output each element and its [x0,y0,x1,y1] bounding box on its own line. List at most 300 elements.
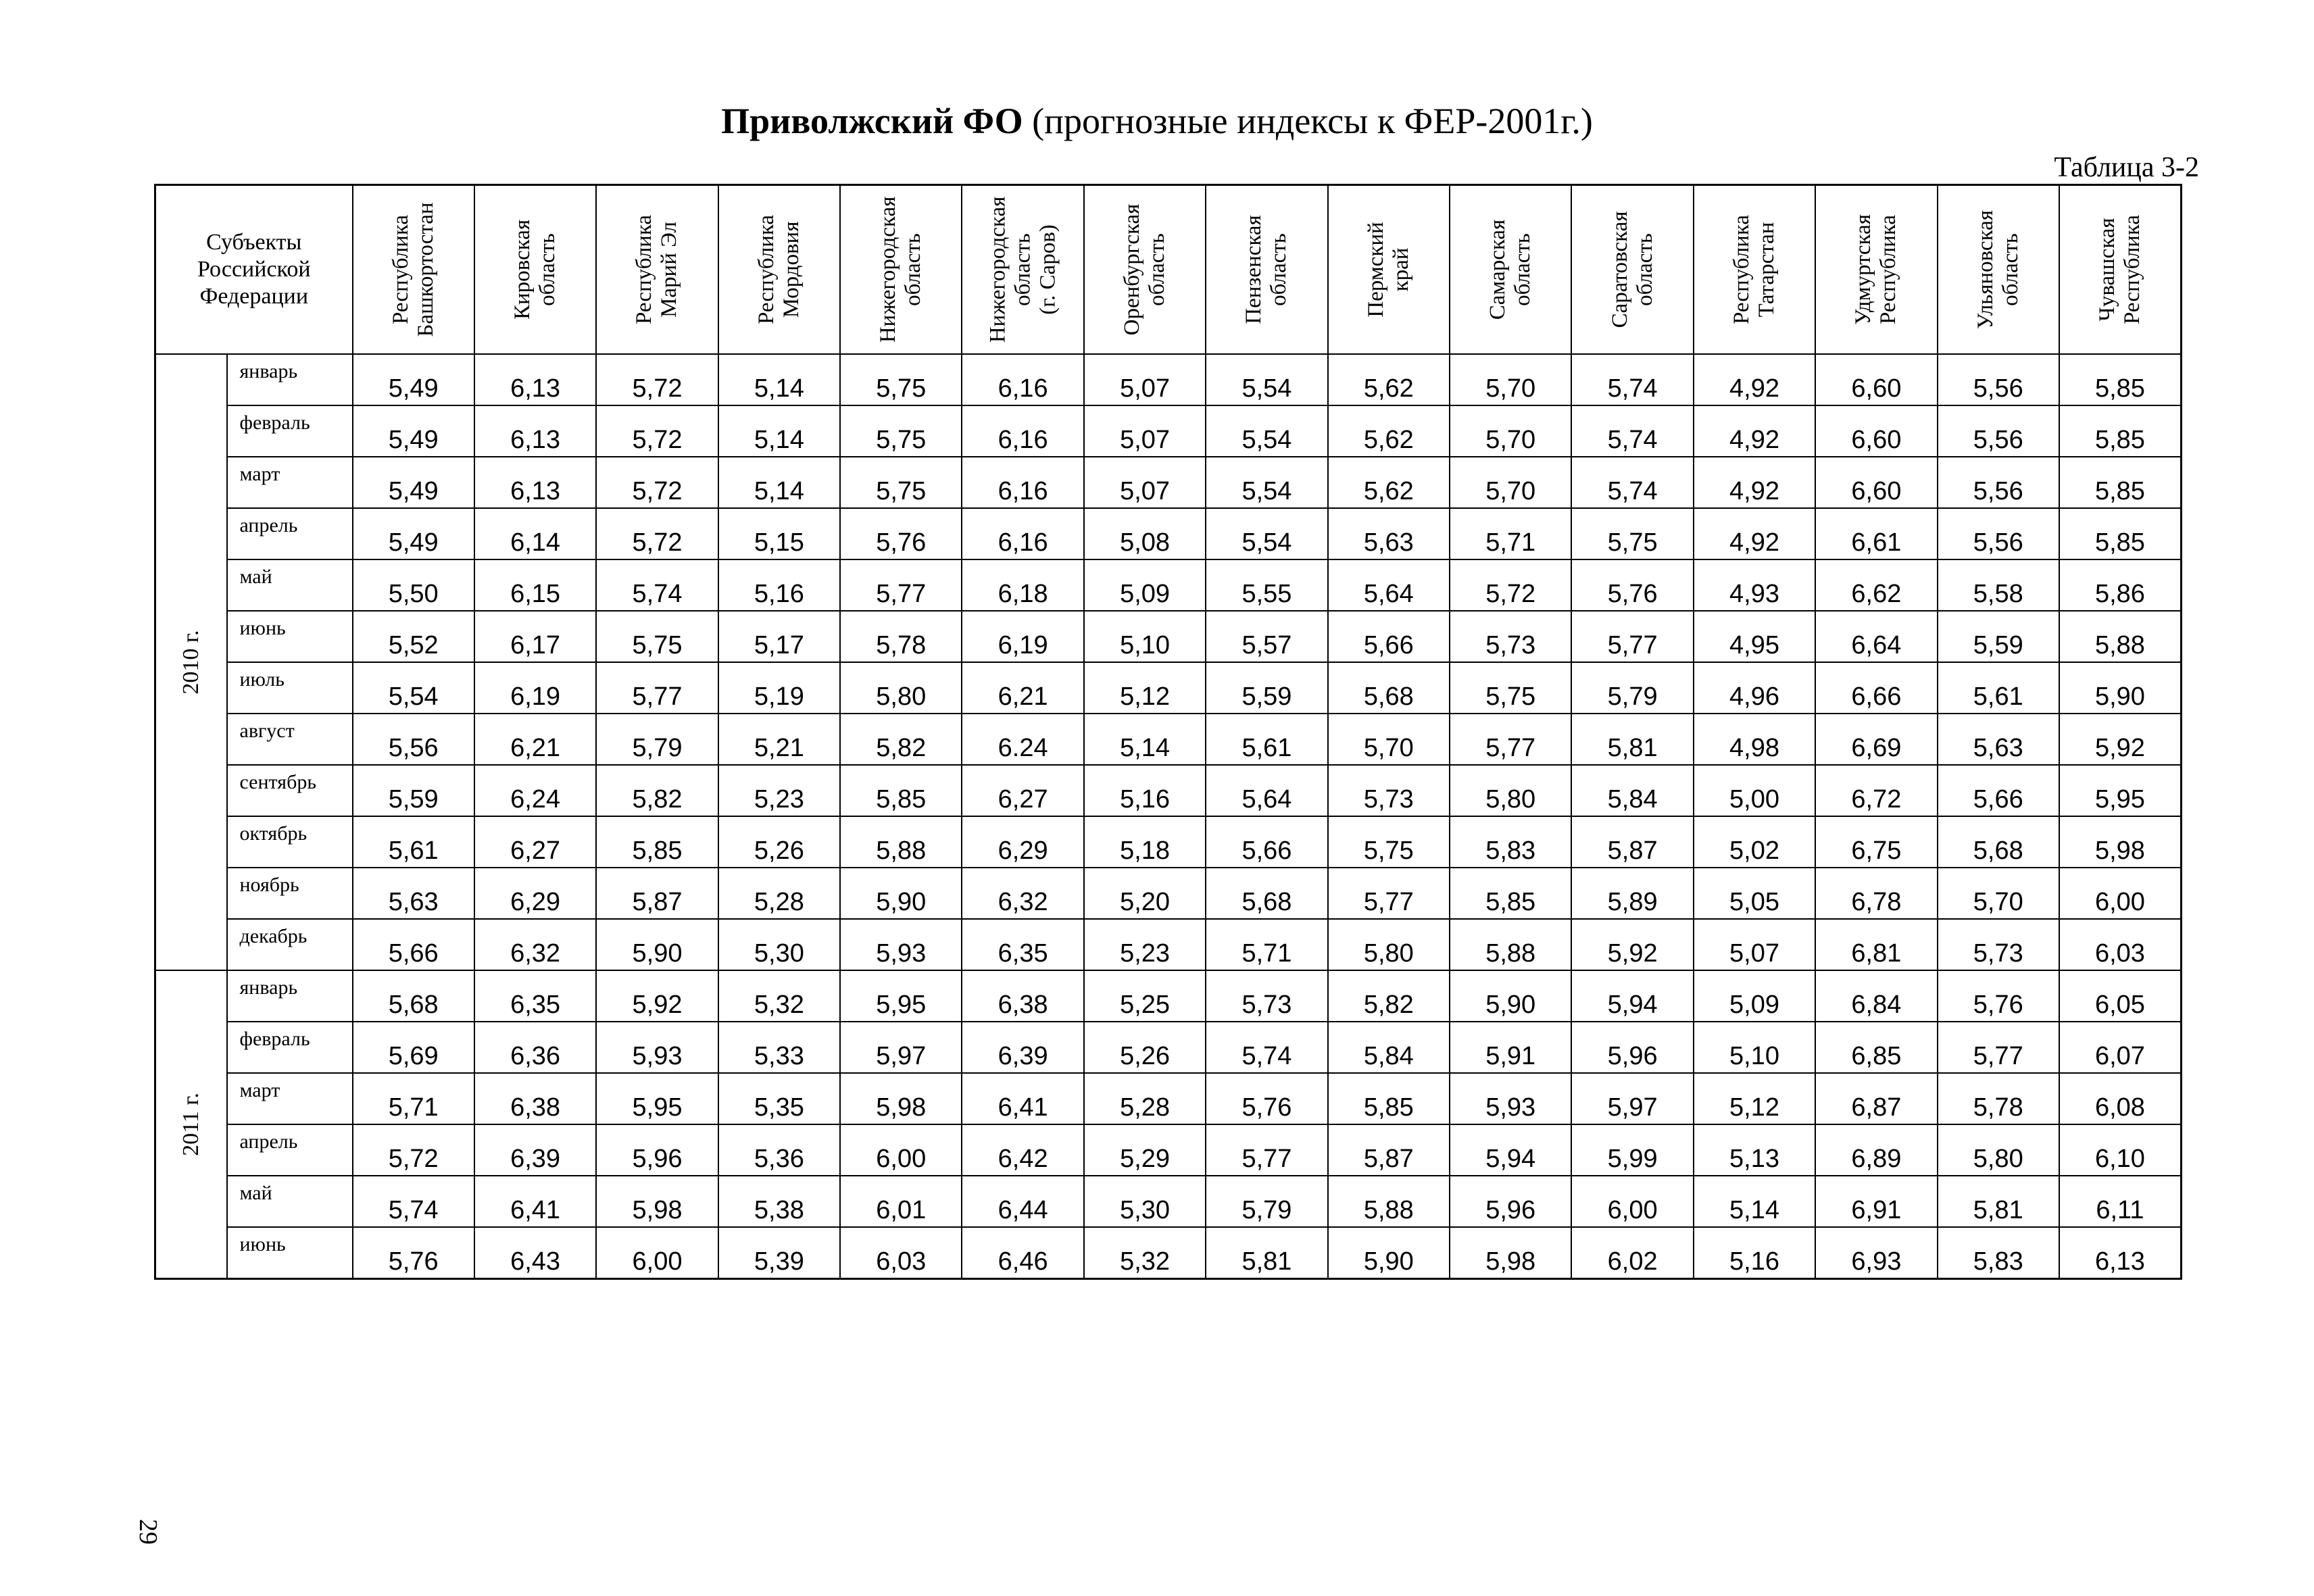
value-cell: 5,85 [596,816,718,868]
value-cell: 5,82 [1328,970,1450,1022]
value-cell: 5,73 [1328,765,1450,816]
value-cell: 5,77 [840,559,962,611]
column-header-label: Саратовская область [1607,211,1657,328]
value-cell: 5,84 [1328,1022,1450,1073]
value-cell: 6,13 [2059,1227,2181,1279]
value-cell: 6,13 [474,405,596,457]
column-header [1815,185,1937,354]
table-number: Таблица 3-2 [2054,152,2199,183]
month-cell: июнь [227,611,353,662]
value-cell: 6,35 [962,919,1083,970]
value-cell: 6,03 [2059,919,2181,970]
value-cell: 6,29 [474,868,596,919]
value-cell: 5,16 [718,559,840,611]
value-cell: 5,54 [1206,508,1327,559]
value-cell: 5,07 [1084,457,1206,508]
table-row [155,457,2182,508]
value-cell: 5,81 [1571,714,1693,765]
value-cell: 6,64 [1815,611,1937,662]
value-cell: 5,85 [2059,354,2181,405]
value-cell: 5,71 [1450,508,1571,559]
value-cell: 5,75 [596,611,718,662]
value-cell: 5,54 [1206,457,1327,508]
value-cell: 5,18 [1084,816,1206,868]
month-cell: январь [227,354,353,405]
value-cell: 5,32 [718,970,840,1022]
value-cell: 5,96 [1450,1176,1571,1227]
value-cell: 6,21 [474,714,596,765]
value-cell: 5,23 [1084,919,1206,970]
value-cell: 6,08 [2059,1073,2181,1124]
month-cell: ноябрь [227,868,353,919]
value-cell: 5,80 [1450,765,1571,816]
value-cell: 4,92 [1694,354,1815,405]
value-cell: 5,56 [1938,508,2059,559]
value-cell: 6,39 [962,1022,1083,1073]
value-cell: 4,92 [1694,457,1815,508]
value-cell: 5,56 [1938,354,2059,405]
value-cell: 5,14 [718,405,840,457]
value-cell: 6,10 [2059,1124,2181,1176]
value-cell: 5,77 [1938,1022,2059,1073]
value-cell: 5,74 [353,1176,474,1227]
value-cell: 5,33 [718,1022,840,1073]
table-row [155,559,2182,611]
value-cell: 6,75 [1815,816,1937,868]
value-cell: 5,95 [2059,765,2181,816]
value-cell: 5,98 [596,1176,718,1227]
table-row [155,970,2182,1022]
value-cell: 5,96 [596,1124,718,1176]
value-cell: 5,56 [353,714,474,765]
value-cell: 5,26 [1084,1022,1206,1073]
value-cell: 5,16 [1694,1227,1815,1279]
value-cell: 5,54 [1206,405,1327,457]
value-cell: 5,85 [2059,508,2181,559]
table-row [155,1176,2182,1227]
value-cell: 5,75 [840,354,962,405]
value-cell: 5,89 [1571,868,1693,919]
table-row [155,1227,2182,1279]
value-cell: 5,82 [596,765,718,816]
value-cell: 6,38 [962,970,1083,1022]
column-header [1328,185,1450,354]
value-cell: 5,79 [596,714,718,765]
value-cell: 5,70 [1938,868,2059,919]
value-cell: 5,76 [840,508,962,559]
column-header [596,185,718,354]
value-cell: 5,59 [353,765,474,816]
value-cell: 6,00 [840,1124,962,1176]
column-header-label: Удмуртская Республика [1851,214,1901,325]
column-header-label: Пензенская область [1241,215,1291,324]
value-cell: 5,56 [1938,405,2059,457]
value-cell: 5,92 [2059,714,2181,765]
value-cell: 5,23 [718,765,840,816]
value-cell: 5,63 [1938,714,2059,765]
value-cell: 5,52 [353,611,474,662]
table-row [155,1124,2182,1176]
value-cell: 5,09 [1694,970,1815,1022]
value-cell: 5,68 [1206,868,1327,919]
value-cell: 5,66 [1938,765,2059,816]
value-cell: 6,16 [962,508,1083,559]
value-cell: 6,01 [840,1176,962,1227]
column-header [1938,185,2059,354]
value-cell: 5,88 [2059,611,2181,662]
value-cell: 5,36 [718,1124,840,1176]
value-cell: 5,70 [1450,457,1571,508]
column-header [962,185,1083,354]
value-cell: 6,32 [474,919,596,970]
value-cell: 5,35 [718,1073,840,1124]
value-cell: 5,76 [353,1227,474,1279]
value-cell: 6,35 [474,970,596,1022]
value-cell: 5,07 [1694,919,1815,970]
value-cell: 5,49 [353,354,474,405]
value-cell: 6,19 [474,662,596,714]
value-cell: 5,66 [353,919,474,970]
value-cell: 5,79 [1571,662,1693,714]
value-cell: 5,49 [353,457,474,508]
value-cell: 5,86 [2059,559,2181,611]
value-cell: 5,98 [840,1073,962,1124]
value-cell: 5,97 [1571,1073,1693,1124]
table-row [155,354,2182,405]
value-cell: 5,62 [1328,405,1450,457]
value-cell: 5,59 [1206,662,1327,714]
value-cell: 5,10 [1694,1022,1815,1073]
value-cell: 5,25 [1084,970,1206,1022]
value-cell: 5,94 [1571,970,1693,1022]
value-cell: 5,71 [353,1073,474,1124]
value-cell: 5,99 [1571,1124,1693,1176]
value-cell: 6,02 [1571,1227,1693,1279]
value-cell: 6,24 [474,765,596,816]
column-header [1571,185,1693,354]
column-header-label: Республика Татарстан [1729,214,1779,324]
value-cell: 5,77 [1206,1124,1327,1176]
value-cell: 5,72 [596,405,718,457]
value-cell: 5,64 [1328,559,1450,611]
value-cell: 5,39 [718,1227,840,1279]
title-bold: Приволжский ФО [721,101,1023,141]
value-cell: 4,96 [1694,662,1815,714]
value-cell: 5,63 [353,868,474,919]
value-cell: 5,73 [1206,970,1327,1022]
value-cell: 5,90 [596,919,718,970]
value-cell: 5,75 [1450,662,1571,714]
value-cell: 6,62 [1815,559,1937,611]
value-cell: 5,80 [840,662,962,714]
value-cell: 6,89 [1815,1124,1937,1176]
month-cell: октябрь [227,816,353,868]
value-cell: 5,85 [1450,868,1571,919]
value-cell: 5,85 [2059,405,2181,457]
value-cell: 5,19 [718,662,840,714]
column-header-label: Республика Марий Эл [632,214,682,324]
value-cell: 5,76 [1206,1073,1327,1124]
value-cell: 6,39 [474,1124,596,1176]
column-header-label: Самарская область [1485,219,1535,320]
value-cell: 5,74 [596,559,718,611]
month-cell: март [227,457,353,508]
year-label: 2010 г. [178,629,203,695]
value-cell: 5,26 [718,816,840,868]
page-number: 29 [134,1519,162,1545]
value-cell: 6,14 [474,508,596,559]
value-cell: 6,21 [962,662,1083,714]
column-header-label: Ульяновская область [1973,209,2023,329]
table-row [155,765,2182,816]
value-cell: 5,77 [1328,868,1450,919]
value-cell: 6,60 [1815,457,1937,508]
column-header [1694,185,1815,354]
column-header [718,185,840,354]
month-cell: апрель [227,508,353,559]
value-cell: 5,14 [1694,1176,1815,1227]
year-cell [155,354,227,970]
value-cell: 5,85 [2059,457,2181,508]
value-cell: 5,15 [718,508,840,559]
value-cell: 5,64 [1206,765,1327,816]
column-header-label: Нижегородская область (г. Саров) [985,196,1060,343]
table-row [155,919,2182,970]
value-cell: 6,84 [1815,970,1937,1022]
value-cell: 5,90 [1328,1227,1450,1279]
value-cell: 5,93 [840,919,962,970]
value-cell: 5,93 [596,1022,718,1073]
index-table [154,184,2182,1280]
value-cell: 5,08 [1084,508,1206,559]
value-cell: 5,78 [840,611,962,662]
column-header-label: Республика Мордовия [754,214,804,324]
value-cell: 5,28 [1084,1073,1206,1124]
value-cell: 5,72 [596,354,718,405]
value-cell: 6,27 [962,765,1083,816]
value-cell: 5,77 [1571,611,1693,662]
value-cell: 5,70 [1450,354,1571,405]
value-cell: 5,84 [1571,765,1693,816]
table-row [155,662,2182,714]
value-cell: 6,32 [962,868,1083,919]
value-cell: 6,05 [2059,970,2181,1022]
value-cell: 6,87 [1815,1073,1937,1124]
value-cell: 5,14 [718,354,840,405]
column-header [353,185,474,354]
value-cell: 5,70 [1450,405,1571,457]
value-cell: 5,80 [1328,919,1450,970]
value-cell: 5,49 [353,405,474,457]
title-subtitle: (прогнозные индексы к ФЕР-2001г.) [1032,101,1593,141]
value-cell: 5,63 [1328,508,1450,559]
value-cell: 5,73 [1938,919,2059,970]
value-cell: 5,58 [1938,559,2059,611]
value-cell: 5,75 [840,457,962,508]
value-cell: 6,29 [962,816,1083,868]
value-cell: 5,02 [1694,816,1815,868]
value-cell: 4,95 [1694,611,1815,662]
table-row [155,611,2182,662]
value-cell: 4,92 [1694,508,1815,559]
value-cell: 6,16 [962,405,1083,457]
value-cell: 5,71 [1206,919,1327,970]
value-cell: 5,70 [1328,714,1450,765]
value-cell: 6,36 [474,1022,596,1073]
value-cell: 5,74 [1571,405,1693,457]
value-cell: 5,72 [596,457,718,508]
value-cell: 6,00 [2059,868,2181,919]
value-cell: 5,30 [1084,1176,1206,1227]
column-header-label: Чувашская Республика [2094,214,2144,324]
value-cell: 6,81 [1815,919,1937,970]
page-title [0,100,2314,142]
table-row [155,508,2182,559]
value-cell: 5,07 [1084,405,1206,457]
value-cell: 5,93 [1450,1073,1571,1124]
value-cell: 5,07 [1084,354,1206,405]
value-cell: 5,54 [353,662,474,714]
value-cell: 5,87 [1328,1124,1450,1176]
value-cell: 6,41 [474,1176,596,1227]
value-cell: 6,78 [1815,868,1937,919]
value-cell: 6,60 [1815,405,1937,457]
year-cell [155,970,227,1279]
value-cell: 5,72 [353,1124,474,1176]
value-cell: 5,75 [1571,508,1693,559]
value-cell: 4,93 [1694,559,1815,611]
value-cell: 5,69 [353,1022,474,1073]
month-cell: март [227,1073,353,1124]
value-cell: 6,00 [1571,1176,1693,1227]
value-cell: 6,61 [1815,508,1937,559]
value-cell: 6,43 [474,1227,596,1279]
value-cell: 6,07 [2059,1022,2181,1073]
subject-header: Субъекты Российской Федерации [155,185,353,354]
value-cell: 5,83 [1938,1227,2059,1279]
table-row [155,868,2182,919]
value-cell: 5,95 [596,1073,718,1124]
value-cell: 6,18 [962,559,1083,611]
value-cell: 5,54 [1206,354,1327,405]
column-header-label: Оренбургская область [1120,203,1170,336]
value-cell: 6,38 [474,1073,596,1124]
value-cell: 6,03 [840,1227,962,1279]
header-row [155,185,2182,354]
value-cell: 6,41 [962,1073,1083,1124]
value-cell: 5,77 [596,662,718,714]
value-cell: 6,13 [474,457,596,508]
value-cell: 5,85 [1328,1073,1450,1124]
value-cell: 5,62 [1328,354,1450,405]
value-cell: 6,72 [1815,765,1937,816]
value-cell: 5,14 [1084,714,1206,765]
value-cell: 6,69 [1815,714,1937,765]
value-cell: 5,62 [1328,457,1450,508]
value-cell: 4,98 [1694,714,1815,765]
table-row [155,1073,2182,1124]
table-row [155,714,2182,765]
value-cell: 5,28 [718,868,840,919]
value-cell: 5,55 [1206,559,1327,611]
value-cell: 5,98 [2059,816,2181,868]
value-cell: 5,76 [1571,559,1693,611]
value-cell: 5,30 [718,919,840,970]
value-cell: 6,27 [474,816,596,868]
value-cell: 5,29 [1084,1124,1206,1176]
month-cell: август [227,714,353,765]
value-cell: 5,56 [1938,457,2059,508]
value-cell: 5,77 [1450,714,1571,765]
value-cell: 5,05 [1694,868,1815,919]
value-cell: 5,12 [1694,1073,1815,1124]
value-cell: 5,87 [1571,816,1693,868]
table-row [155,1022,2182,1073]
value-cell: 5,38 [718,1176,840,1227]
value-cell: 5,49 [353,508,474,559]
value-cell: 5,61 [1206,714,1327,765]
value-cell: 5,21 [718,714,840,765]
month-cell: январь [227,970,353,1022]
value-cell: 4,92 [1694,405,1815,457]
value-cell: 5,98 [1450,1227,1571,1279]
value-cell: 5,92 [596,970,718,1022]
value-cell: 6,46 [962,1227,1083,1279]
value-cell: 6,13 [474,354,596,405]
value-cell: 5,92 [1571,919,1693,970]
column-header-label: Нижегородская область [876,196,926,343]
value-cell: 5,14 [718,457,840,508]
table-row [155,405,2182,457]
month-cell: сентябрь [227,765,353,816]
value-cell: 5,12 [1084,662,1206,714]
value-cell: 6,42 [962,1124,1083,1176]
year-label: 2011 г. [178,1092,203,1156]
value-cell: 5,68 [1328,662,1450,714]
value-cell: 5,76 [1938,970,2059,1022]
value-cell: 5,85 [840,765,962,816]
value-cell: 5,91 [1450,1022,1571,1073]
value-cell: 5,09 [1084,559,1206,611]
value-cell: 5,16 [1084,765,1206,816]
value-cell: 5,80 [1938,1124,2059,1176]
value-cell: 5,74 [1571,354,1693,405]
value-cell: 5,90 [2059,662,2181,714]
value-cell: 5,97 [840,1022,962,1073]
value-cell: 6.24 [962,714,1083,765]
month-cell: февраль [227,1022,353,1073]
value-cell: 5,13 [1694,1124,1815,1176]
value-cell: 5,82 [840,714,962,765]
value-cell: 5,10 [1084,611,1206,662]
table-row [155,816,2182,868]
value-cell: 5,94 [1450,1124,1571,1176]
value-cell: 5,79 [1206,1176,1327,1227]
value-cell: 5,66 [1328,611,1450,662]
column-header [474,185,596,354]
value-cell: 5,88 [1450,919,1571,970]
value-cell: 5,96 [1571,1022,1693,1073]
month-cell: июнь [227,1227,353,1279]
value-cell: 5,73 [1450,611,1571,662]
value-cell: 6,93 [1815,1227,1937,1279]
month-cell: июль [227,662,353,714]
value-cell: 5,88 [1328,1176,1450,1227]
value-cell: 5,75 [1328,816,1450,868]
value-cell: 6,00 [596,1227,718,1279]
month-cell: декабрь [227,919,353,970]
month-cell: май [227,1176,353,1227]
